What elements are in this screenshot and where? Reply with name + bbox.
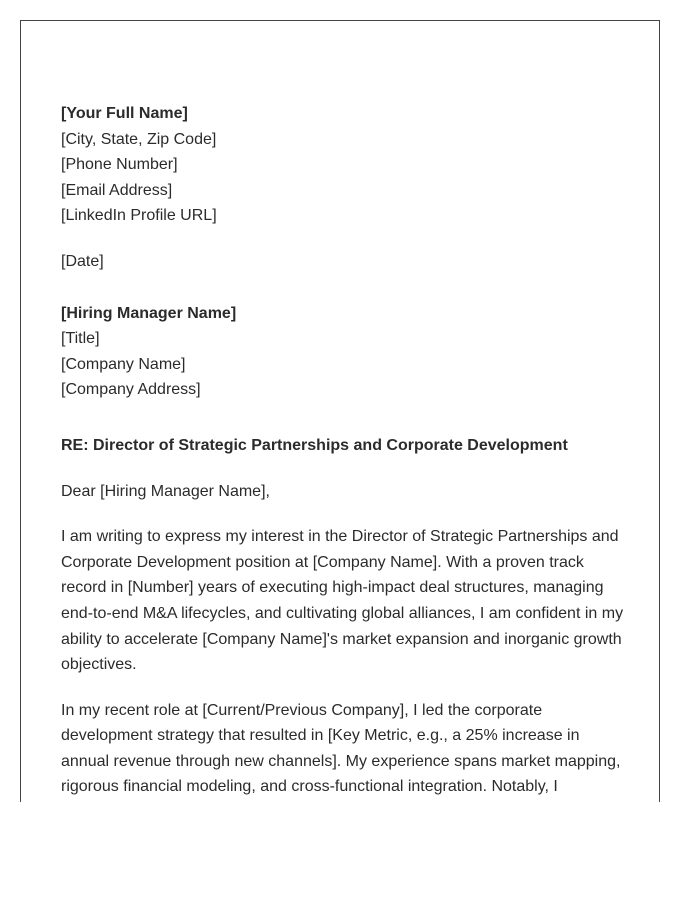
letter-content bbox=[61, 101, 631, 800]
sender-city: [City, State, Zip Code] bbox=[61, 130, 217, 148]
sender-linkedin: [LinkedIn Profile URL] bbox=[61, 207, 217, 225]
body-paragraph-2: In my recent role at [Current/Previous Company], I led the corporate development strategy that resulted in [Key Metric, e.g., a 25% increase in annual revenue through new channels]. My experience spans market mapping, rigorous financial modeling, and cross-functional integration. Notably, I bbox=[61, 701, 621, 796]
recipient-name: [Hiring Manager Name] bbox=[61, 304, 237, 322]
sender-block bbox=[61, 101, 631, 229]
recipient-address: [Company Address] bbox=[61, 381, 201, 399]
recipient-company: [Company Name] bbox=[61, 355, 186, 373]
letter-date: [Date] bbox=[61, 252, 104, 270]
sender-phone: [Phone Number] bbox=[61, 156, 178, 174]
sender-name: [Your Full Name] bbox=[61, 105, 188, 122]
salutation: Dear [Hiring Manager Name], bbox=[61, 482, 270, 500]
subject-line: RE: Director of Strategic Partnerships and Corporate Development bbox=[61, 436, 568, 454]
letter-page bbox=[20, 20, 660, 802]
recipient-block bbox=[61, 301, 631, 403]
sender-email: [Email Address] bbox=[61, 181, 173, 199]
body-paragraph-1: I am writing to express my interest in the Director of Strategic Partnerships and Corporate Development position at [Company Name]. With a proven track record in [Number] years of executing high-impact deal structures, managing end-to-end M&A lifecycles, and cultivating global alliances, I am confident in my ability to accelerate [Company Name]'s market expansion and inorganic growth objectives. bbox=[61, 528, 624, 674]
date-block bbox=[61, 249, 631, 275]
recipient-title: [Title] bbox=[61, 330, 100, 348]
